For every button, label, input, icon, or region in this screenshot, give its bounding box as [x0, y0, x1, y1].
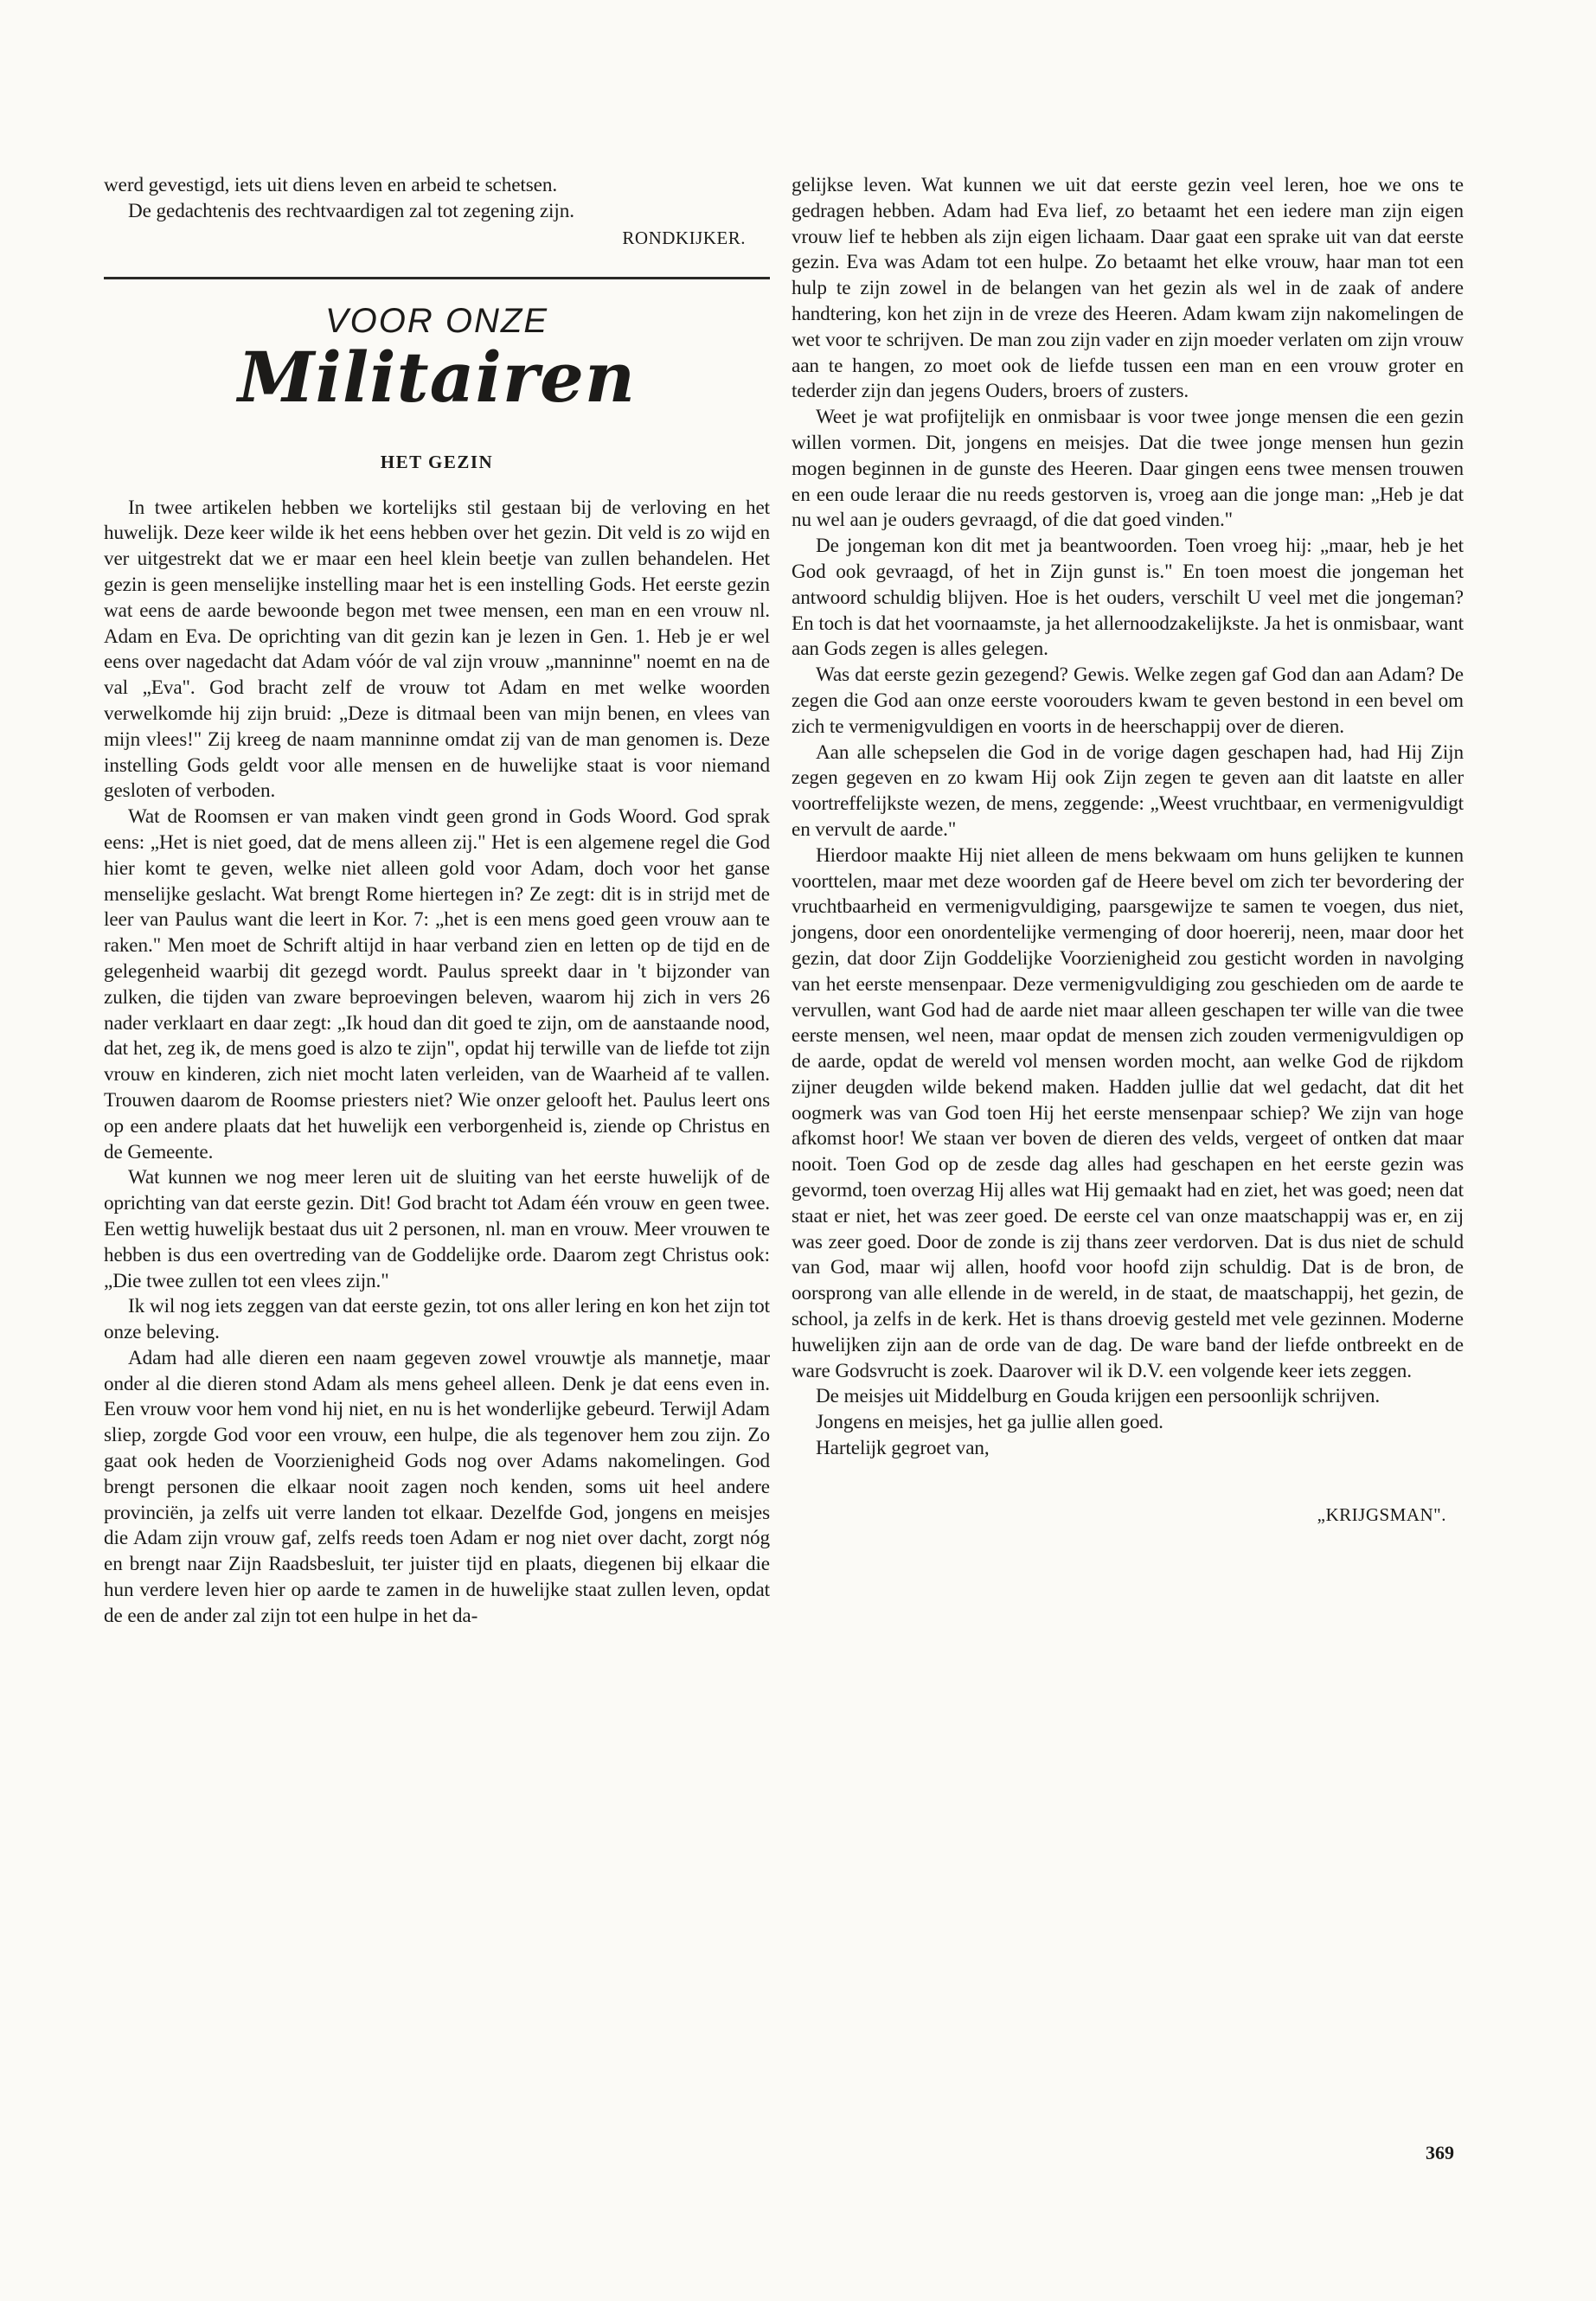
section-divider	[104, 277, 770, 279]
section-heading: VOOR ONZE	[324, 301, 549, 340]
article-paragraph: Jongens en meisjes, het ga jullie allen goed.	[816, 1411, 1163, 1434]
article-paragraph: Wat de Roomsen er van maken vindt geen grond in Gods Woord. God sprak eens: „Het is niet goed, dat de mens alleen zij." Het is een algemene regel die God hier komt te geven, welke niet alleen gold voor Adam, doch voor het ganse menselijke geslacht. Wat brengt Rome hiertegen in? Ze zegt: dit is in strijd met de leer van Paulus want die leert in Kor. 7: „het is een mens goed geen vrouw aan te raken." Men moet de Schrift altijd in haar verband zien en letten op de tijd en de gelegenheid waarbij dit gezegd wordt. Paulus spreekt daar in 't bijzonder van zulken, die tijden van zware beproevingen beleven, waarom hij zich in vers 26 nader verklaart en daar zegt: „Ik houd dan dit goed te zijn, om de aanstaande nood, dat het, zeg ik, de mens goed is alzo te zijn", opdat hij terwille van de liefde tot zijn vrouw en kinderen, zich niet mocht laten verleiden, van de Waarheid af te vallen. Trouwen daarom de Roomse priesters niet? Wie onzer gelooft het. Paulus leert ons op een andere plaats dat het huwelijk een verborgenheid is, ziende op Christus en de Gemeente.	[104, 805, 770, 1163]
article-paragraph: In twee artikelen hebben we kortelijks stil gestaan bij de verloving en het huwelijk. Deze keer wilde ik het eens hebben over het gezin. Dit veld is zo wijd en ver uitgestrekt dat we er maar een heel klein beetje van zullen behandelen. Het gezin is geen menselijke instelling maar het is een instelling Gods. Het eerste gezin wat eens de aarde bewoonde begon met twee mensen, een man en een vrouw nl. Adam en Eva. De oprichting van dit gezin kan je lezen in Gen. 1. Heb je er wel eens over nagedacht dat Adam vóór de val zijn vrouw „manninne" noemt en na de val „Eva". God bracht zelf de vrouw tot Adam en met welke woorden verwelkomde hij zijn bruid: „Deze is ditmaal been van mijn benen, en vlees van mijn vlees!" Zij kreeg de naam manninne omdat zij van de man genomen is. Deze instelling Gods geldt voor alle mensen en de huwelijke staat is voor niemand gesloten of verboden.	[104, 496, 770, 803]
article-paragraph: Hierdoor maakte Hij niet alleen de mens bekwaam om huns gelijken te kunnen voorttelen, maar met deze woorden gaf de Heere bevel om zich ter bevordering der vruchtbaarheid en vermenigvuldiging, paarsgewijze te samen te voegen, dus niet, jongens, door een onordentelijke vermenging of door hoererij, neen, maar door het gezin, dat door Zijn Goddelijke Voorzienigheid zou gesticht worden in navolging van het eerste mensenpaar. Deze vermenigvuldiging zou geschieden om de aarde te vervullen, want God had de aarde niet maar alleen geschapen ter wille van die twee eerste mensen, wel neen, maar opdat de mensen zich zouden vermenigvuldigen op de aarde, opdat de wereld vol mensen worden mocht, aan welke God de rijkdom zijner deugden wilde bekend maken. Hadden jullie dat wel gedacht, dat dit het oogmerk was van God toen Hij het eerste mensenpaar schiep? We zijn van hoge afkomst hoor! We staan ver boven de dieren des velds, vergeet of ontken dat maar nooit. Toen God op de zesde dag alles had geschapen en het eerste gezin was gevormd, toen overzag Hij alles wat Hij gemaakt had en ziet, het was goed; neen dat staat er niet, het was zeer goed. De eerste cel van onze maatschappij was er, en zij was zeer goed. Door de zonde is zij thans zeer verdorven. Dat is dus niet de schuld van God, maar wij allen, hoofd voor hoofd zijn schuldig. Dat is de bron, de oorsprong van alle ellende in de wereld, in de staat, de maatschappij, het gezin, de school, ja zelfs in de kerk. Het is thans droevig gesteld met vele gezinnen. Moderne huwelijken zijn aan de orde van de dag. De ware band der liefde ontbreekt en de ware Godsvrucht is zoek. Daarover wil ik D.V. een volgende keer iets zeggen.	[792, 843, 1464, 1382]
article-paragraph: Adam had alle dieren een naam gegeven zowel vrouwtje als mannetje, maar onder al die dieren stond Adam als mens geheel alleen. Denk je dat eens even in. Een vrouw voor hem vond hij niet, en nu is het wonderlijke gebeurd. Terwijl Adam sliep, zorgde God voor een vrouw, een hulpe, die als tegenover hem zou zijn. Zo gaat ook heden de Voorzienigheid Gods nog over Adams nakomelingen. God brengt personen die elkaar nooit zagen noch kenden, soms uit heel andere provinciën, ja zelfs uit verre landen tot elkaar. Dezelfde God, jongens en meisjes die Adam zijn vrouw gaf, zelfs reeds toen Adam er nog niet over dacht, zorgt nóg en brengt naar Zijn Raadsbesluit, ter juister tijd en plaats, diegenen bij elkaar die hun verdere leven hier op aarde te zamen in de huwelijke staat zullen leven, opdat de een de ander zal zijn tot een hulpe in het da-	[104, 1346, 770, 1627]
right-column	[792, 173, 1464, 1528]
article-paragraph: Aan alle schepselen die God in de vorige dagen geschapen had, had Hij Zijn zegen gegeven en zo kwam Hij ook Zijn zegen te geven aan dit laatste en aller voortreffelijkste wezen, de mens, zeggende: „Weest vruchtbaar, en vermenigvuldigt en vervult de aarde."	[792, 740, 1464, 841]
left-column	[104, 173, 770, 1630]
article-paragraph: Wat kunnen we nog meer leren uit de sluiting van het eerste huwelijk of de oprichting van dat eerste gezin. Dit! God bracht tot Adam één vrouw en geen twee. Een wettig huwelijk bestaat dus uit 2 personen, nl. man en vrouw. Meer vrouwen te hebben is dus een overtreding van de Goddelijke orde. Daarom zegt Christus ook: „Die twee zullen tot een vlees zijn."	[104, 1166, 770, 1292]
section-heading-script: Militairen	[237, 336, 637, 418]
article-paragraph: De jongeman kon dit met ja beantwoorden. Toen vroeg hij: „maar, heb je het God ook gevraagd, of het in Zijn gunst is." En toen moest die jongeman het antwoord schuldig blijven. Hoe is het ouders, verschilt U veel met die jongeman? En toch is dat het voornaamste, ja het allernoodzakelijkste. Ja het is onmisbaar, want aan Gods zegen is alles gelegen.	[792, 535, 1464, 661]
article-paragraph: Ik wil nog iets zeggen van dat eerste gezin, tot ons aller lering en kon het zijn tot onze beleving.	[104, 1295, 770, 1344]
page-number: 369	[1426, 2142, 1454, 2163]
article-title: HET GEZIN	[380, 451, 494, 472]
article-paragraph: Hartelijk gegroet van,	[816, 1437, 990, 1460]
article-paragraph: De meisjes uit Middelburg en Gouda krijgen een persoonlijk schrijven.	[816, 1385, 1381, 1408]
article-signature: „KRIJGSMAN".	[1317, 1503, 1446, 1525]
article-paragraph: Weet je wat profijtelijk en onmisbaar is voor twee jonge mensen die een gezin willen vormen. Dit, jongens en meisjes. Dat die twee jonge mensen hun gezin mogen beginnen in de gunste des Heeren. Daar gingen eens twee mensen trouwen en een oude leraar die nu reeds gestorven is, vroeg aan die jonge man: „Heb je dat nu wel aan je ouders gevraagd, of die dat goed vinden."	[792, 406, 1464, 532]
intro-paragraph: De gedachtenis des rechtvaardigen zal tot zegening zijn.	[128, 199, 574, 222]
intro-signature: RONDKIJKER.	[622, 227, 746, 248]
article-paragraph: gelijkse leven. Wat kunnen we uit dat eerste gezin veel leren, hoe we ons te gedragen hebben. Adam had Eva lief, zo betaamt het een iedere man zijn eigen vrouw lief te hebben als zijn eigen lichaam. Daar gaat een sprake uit van dat eerste gezin. Eva was Adam tot een hulpe. Zo betaamt het elke vrouw, haar man tot een hulp te zijn zowel in de belangen van het gezin als wel in de zaak of andere handtering, kon het zijn in de vreze des Heeren. Adam kwam zijn nakomelingen de wet voor te schrijven. De man zou zijn vader en zijn moeder verlaten om zijn vrouw aan te hangen, zo moet ook de liefde tussen een man en een vrouw groter en tederder zijn dan jegens Ouders, broers of zusters.	[792, 174, 1464, 403]
article-paragraph: Was dat eerste gezin gezegend? Gewis. Welke zegen gaf God dan aan Adam? De zegen die God aan onze eerste voorouders kwam te geven bestond in een bevel om zich te vermenigvuldigen en voorts in de heerschappij over de dieren.	[792, 663, 1464, 738]
intro-paragraph: werd gevestigd, iets uit diens leven en arbeid te schetsen.	[104, 174, 558, 196]
